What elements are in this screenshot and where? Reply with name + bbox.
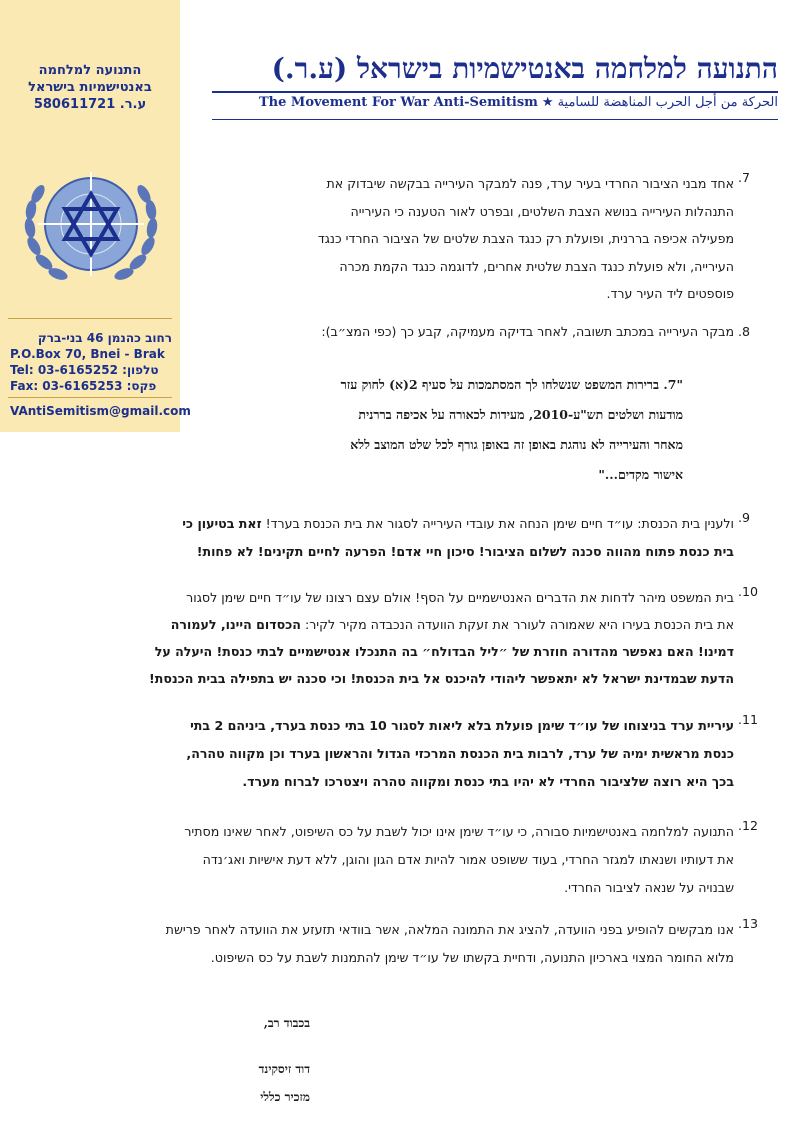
paragraph-number: .13 (738, 916, 759, 931)
sidebar-address-he: רחוב כהנמן 46 בני-ברק (37, 331, 172, 345)
paragraph-emphasis-line: הדעת שבמדינת ישראל לא יתאפשר ליהודי להיכנס אל בית הכנסת! וכי סכנה יש בתפילה בבית הכנסת! (149, 671, 734, 686)
quoted-finding (83, 370, 683, 490)
paragraph-line: שבנויה על שנאה לציבור החרדי. (564, 880, 734, 895)
sidebar-address-en: P.O.Box 70, Bnei - Brak (10, 347, 165, 361)
quote-line: מאחר והעירייה לא נוהגת באופן זה באופן גורף לכל שלט המוצב ללא (350, 437, 683, 452)
org-sidebar (0, 0, 191, 432)
signature-name: דוד זיסקינד (258, 1062, 310, 1076)
letterhead-subtitle-ar: الحركة من أجل الحرب المناهضة للسامية (557, 95, 778, 110)
paragraph-line (182, 510, 734, 538)
paragraph-number: .7 (738, 170, 751, 185)
paragraph-emphasis: זאת בטיעון כי (182, 516, 262, 531)
quote-line: מודעות ושלטים תש"ע-2010, מעידות לכאורה על אכיפה בררנית (358, 407, 683, 422)
paragraph-emphasis-line: כנסת מראשית ימיה של ערד, לרבות בית הכנסת המרכזי הגדול והראשון בערד וכן מקווה טהרה, (186, 746, 734, 761)
sidebar-org-line2: באנטישמיות בישראל (28, 80, 152, 95)
paragraph-emphasis: הכסדום היינו, לעמורה (170, 617, 301, 632)
sidebar-org-reg: ע.ר. 580611721 (33, 97, 147, 112)
paragraph-line: מלוא החומר המצוי בארכיון התנועה, ודחיית בקשתו של עו״ד שימן להתמנות לשבת על כס השיפוט. (210, 950, 734, 965)
quote-line: "7. ברירות המשפט שנשלחו לך המסתמכות על סעיף 2(א) לחוק עזר (340, 377, 683, 392)
paragraph-line: התנהלות העירייה בנושא הצבת השלטים, ובפרט לאור הטענה כי העירייה (350, 203, 734, 219)
sidebar-phone: Tel: 03-6165252 :טלפון (10, 363, 159, 377)
letterhead-subtitle (212, 95, 778, 110)
letterhead-rule (212, 91, 778, 93)
un-star-of-david-crosshair-emblem-icon (18, 160, 164, 306)
paragraph-emphasis-line: בית כנסת פתוח מהווה סכנה לשלום הציבור! סיכון חיי אדם! הפרעה לחיים תקינים! לא פחות! (196, 544, 734, 559)
paragraph-emphasis-line: עיריית ערד בניצוחו של עו״ד שימן פועלת בלא ליאות לסגור 10 בתי כנסת בערד, ביניהם 2 בתי (190, 718, 734, 733)
paragraph-line: מפעילה אכיפה בררנית, ופועלת רק כנגד הצבת שלטים של הציבור החרדי כנגד (317, 231, 734, 246)
star-icon: ★ (541, 95, 554, 110)
sidebar-org-name (8, 62, 172, 113)
paragraph-number: .10 (738, 584, 759, 599)
sidebar-fax: Fax: 03-6165253 :פקס (10, 379, 157, 393)
paragraph-line: אנו מבקשים להופיע בפני הוועדה, להציג את התמונה המלאה, אשר בוודאי תזעזע את הוועדה לאחר פרישת (165, 922, 734, 937)
sidebar-org-line1: התנועה למלחמה (38, 63, 142, 78)
paragraph-emphasis-line: בכך היא רוצה שלציבור החרדי לא יהיו בתי כנסת ומקווה טהרה ויצטרכו לברוח מערד. (242, 774, 734, 789)
paragraph-line: התנועה למלחמה באנטישמיות סבורה, כי עו״ד שימן אינו יכול לשבת על כס השיפוט, לאחר שאינו מסתיר (184, 824, 734, 839)
paragraph-emphasis-line: דמינו! האם נאפשר מהדורה חוזרת של ״ליל הבדולח״ בה התנכלו אנטישמיים לבתי כנסת! היעלה על (154, 644, 734, 659)
paragraph-line: מבקר העירייה במכתב תשובה, לאחר בדיקה מעמיקה, קבע כך (כפי המצ״ב): (321, 324, 734, 339)
paragraph-line: בית המשפט מיהר לדחות את הדברים האנטישמיים על הסף! אולם עצם רצונו של עו״ד חיים שימן לסגור (186, 590, 734, 605)
letterhead-subtitle-en: The Movement For War Anti-Semitism (259, 95, 538, 110)
paragraph-text: את בית הכנסת בעירו היא שאמורה לעורר את זעקת הוועדה הנכבדה מקיר לקיר: (300, 617, 734, 632)
sidebar-email: VAntiSemitism@gmail.com (10, 404, 191, 418)
letterhead-title: התנועה למלחמה באנטישמיות בישראל (ע.ר.) (271, 52, 778, 85)
paragraph-line: אחד מבני הציבור החרדי בעיר ערד, פנה למבקר העירייה בבקשה שיבדוק את (326, 176, 734, 191)
paragraph-number: .8 (738, 324, 751, 339)
paragraph-number: .11 (738, 712, 759, 727)
paragraph-line: העירייה, ולא פועלת כנגד הצבת שלטית אחרים, לדוגמה כנגד הקמת מכרה (339, 258, 734, 274)
paragraph-text: ולענין בית הכנסת: עו״ד חיים שימן הנחה את עובדי העירייה לסגור את בית הכנסת בערד! (261, 516, 734, 531)
paragraph-number: .9 (738, 510, 751, 525)
sidebar-divider (8, 318, 172, 319)
paragraph-line: פוספטים ליד העיר ערד. (606, 286, 734, 301)
paragraph-number: .12 (738, 818, 759, 833)
letterhead-rule (212, 119, 778, 120)
quote-line: אישור מקדים..." (598, 467, 683, 482)
signature-closing: בכבוד רב, (263, 1016, 310, 1030)
paragraph-line: את דעותיו ושנאתו למגזר החרדי, בעוד ששופט אמור להיות אדם הגון והוגן, ללא דעת אישיות ואג׳נדה (202, 852, 734, 867)
signature-role: מזכיר כללי (260, 1090, 310, 1104)
paragraph-line (149, 611, 734, 638)
